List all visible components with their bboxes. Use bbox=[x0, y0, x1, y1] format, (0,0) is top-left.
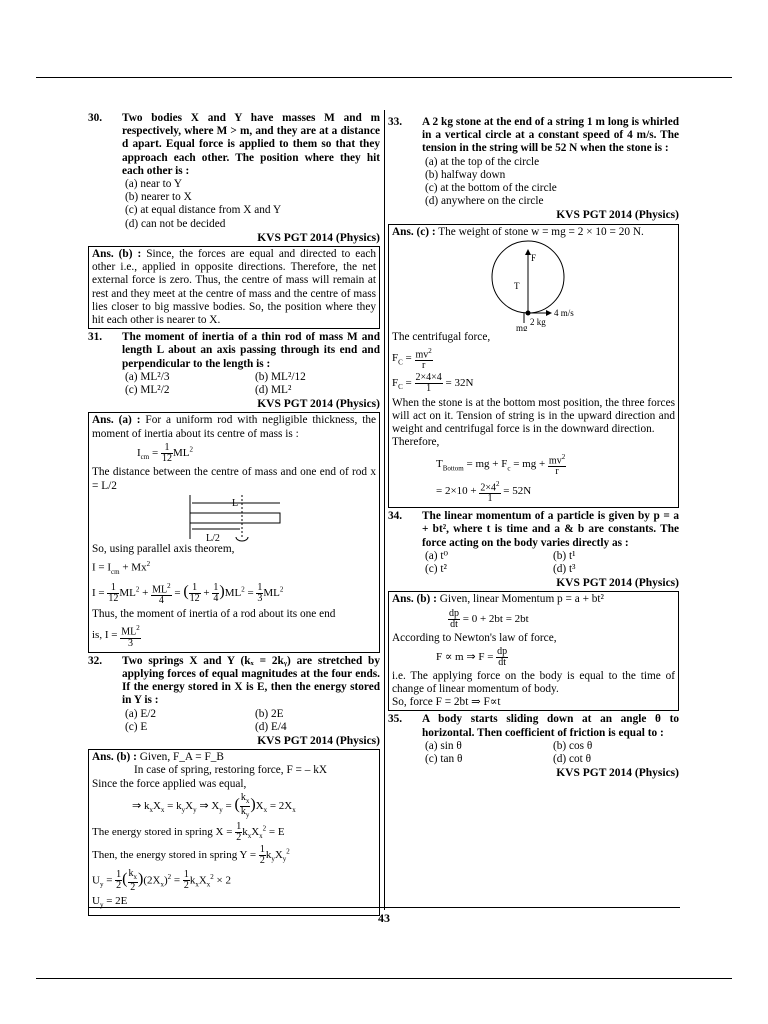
option: (d) can not be decided bbox=[125, 217, 226, 230]
answer-box-32 bbox=[88, 749, 380, 916]
answer-box-31 bbox=[88, 412, 380, 652]
question-text: Two springs X and Y (kₓ = 2kᵧ) are stretched by applying forces of equal magnitudes at the four ends. If the energy stored in X is E, then the energy stored in Y is : bbox=[122, 654, 380, 707]
source-label: KVS PGT 2014 (Physics) bbox=[257, 231, 380, 244]
equation-fc: $F_C$ = $\frac{mv^2}{r}$ bbox=[392, 347, 432, 372]
equation-newton: F ∝ m ⇒ F = $\frac{dp}{dt}$ bbox=[436, 645, 508, 668]
circle-figure bbox=[392, 239, 675, 331]
question-34 bbox=[388, 510, 679, 550]
source-label: KVS PGT 2014 (Physics) bbox=[556, 577, 679, 590]
answer-text: The weight of stone w = mg = 2 × 10 = 20 N. bbox=[438, 225, 644, 238]
question-number: 34. bbox=[388, 510, 403, 523]
top-rule bbox=[36, 77, 732, 78]
question-number: 30. bbox=[88, 112, 103, 124]
option-row: (a) ML²/3 (b) ML²/12 bbox=[125, 370, 306, 383]
answer-text: Thus, the moment of inertia of a rod about its one end bbox=[92, 608, 336, 621]
answer-label: Ans. (b) : bbox=[92, 751, 137, 764]
label-L-half: L/2 bbox=[206, 532, 220, 543]
equation-result: I = $\frac{1}{12}$ $ML^2$ + $\frac{ML^2}{4}$ = ( $\frac{1}{12}$ + $\frac{1}{4}$ )$ML^2$ = $\frac{1}{3}$ $ML^2$ bbox=[92, 581, 284, 607]
option-row: (c) ML²/2 (d) ML² bbox=[125, 384, 292, 397]
answer-box-30 bbox=[88, 246, 380, 329]
option-row: (a) sin θ (b) cos θ bbox=[425, 739, 593, 752]
question-35 bbox=[388, 713, 679, 739]
question-text: The moment of inertia of a thin rod of mass M and length L about an axis passing through its end and perpendicular to the length is : bbox=[122, 331, 380, 370]
source-label: KVS PGT 2014 (Physics) bbox=[556, 767, 679, 780]
answer-text: Given, linear Momentum p = a + bt² bbox=[439, 593, 604, 606]
option: (c) at the bottom of the circle bbox=[425, 182, 557, 195]
equation-final: is, I = $\frac{ML^2}{3}$ bbox=[92, 624, 140, 649]
question-31 bbox=[88, 331, 380, 371]
answer-label: Ans. (a) : bbox=[92, 414, 141, 427]
question-number: 33. bbox=[388, 116, 403, 128]
label-mass: 2 kg bbox=[530, 316, 546, 327]
equation-icm: $I_{cm}$ = $\frac{1}{12}$ $ML^2$ bbox=[137, 441, 193, 464]
answer-text: In case of spring, restoring force, F = – kX bbox=[134, 764, 328, 777]
bottom-rule bbox=[36, 978, 732, 979]
answer-text: So, force F = 2bt ⇒ F∝t bbox=[392, 696, 501, 709]
question-33 bbox=[388, 116, 679, 156]
answer-box-34 bbox=[388, 591, 679, 711]
option: (c) at equal distance from X and Y bbox=[125, 204, 282, 217]
option: (b) halfway down bbox=[425, 168, 506, 181]
question-30 bbox=[88, 112, 380, 178]
equation-tbottom: $T_{Bottom}$ = mg + $F_c$ = mg + $\frac{mv^2}{r}$ bbox=[436, 452, 566, 477]
source-label: KVS PGT 2014 (Physics) bbox=[556, 209, 679, 222]
option-row: (c) E (d) E/4 bbox=[125, 720, 287, 733]
option-row: (a) t⁰ (b) t¹ bbox=[425, 549, 576, 562]
question-text: Two bodies X and Y have masses M and m respectively, where M > m, and they are at a distance d apart. Equal force is applied to them so that they approach each other. The position where they hit each other is : bbox=[122, 112, 380, 177]
question-number: 32. bbox=[88, 654, 103, 667]
source-label: KVS PGT 2014 (Physics) bbox=[257, 735, 380, 748]
question-number: 35. bbox=[388, 713, 403, 726]
page-number: 43 bbox=[378, 911, 390, 925]
column-divider bbox=[384, 110, 385, 910]
answer-box-33 bbox=[388, 224, 679, 509]
question-text: A body starts sliding down at an angle θ to horizontal. Then coefficient of friction is equal to : bbox=[422, 713, 679, 739]
option-row: (a) E/2 (b) 2E bbox=[125, 707, 284, 720]
answer-text: For a uniform rod with negligible thickness, the moment of inertia about its centre of mass is : bbox=[92, 414, 376, 440]
label-L: L bbox=[232, 497, 239, 509]
equation-tbottom-value: = 2×10 + $\frac{2\times 4^2}{1}$ = 52N bbox=[436, 479, 532, 505]
question-number: 31. bbox=[88, 331, 103, 344]
option-row: (c) tan θ (d) cot θ bbox=[425, 753, 592, 766]
option-row: (c) t² (d) t³ bbox=[425, 563, 576, 576]
label-t: T bbox=[514, 280, 520, 291]
left-column bbox=[88, 112, 380, 918]
answer-text: Given, F_A = F_B bbox=[139, 751, 224, 764]
option: (d) anywhere on the circle bbox=[425, 195, 544, 208]
equation-energy-x: The energy stored in spring X = $\frac{1}{2}$ $k_xX_x^2 = E$ bbox=[92, 820, 285, 843]
answer-text: The centrifugal force, bbox=[392, 330, 491, 343]
equation-uy: $U_y$ = $\frac{1}{2}$ ( $\frac{k_x}{2}$ )$(2X_x)^2$ = $\frac{1}{2}$ $k_xX_x^2 \times 2$ bbox=[92, 867, 231, 893]
option: (a) near to Y bbox=[125, 178, 182, 191]
equation-parallel-axis: $I = I_{cm} + Mx^2$ bbox=[92, 559, 151, 576]
right-column bbox=[388, 116, 679, 781]
answer-text: Since the force applied was equal, bbox=[92, 777, 247, 790]
equation-dp-dt: $\frac{dp}{dt}$ = 0 + 2bt = 2bt bbox=[449, 607, 529, 630]
equation-spring: ⇒ $k_xX_x = k_yX_y$ ⇒ $X_y$ = ( $\frac{k_x}{k_y}$ )$X_x = 2X_x$ bbox=[132, 791, 296, 819]
answer-label: Ans. (b) : bbox=[92, 248, 142, 261]
option: (a) at the top of the circle bbox=[425, 155, 540, 168]
equation-fc-value: $F_C$ = $\frac{2\times 4\times 4}{1}$ = 32N bbox=[392, 372, 474, 395]
answer-label: Ans. (b) : bbox=[392, 593, 437, 606]
source-label: KVS PGT 2014 (Physics) bbox=[257, 398, 380, 411]
equation-energy-y: Then, the energy stored in spring Y = $\frac{1}{2}$ $k_yX_y^2$ bbox=[92, 844, 290, 867]
question-text: A 2 kg stone at the end of a string 1 m long is whirled in a vertical circle at a constant speed of 4 m/s. The tension in the string will be 52 N when the stone is : bbox=[422, 116, 679, 155]
answer-text: Since, the forces are equal and directed to each other i.e., applied in opposite directions. Therefore, the net external force is zero. Thus, the centre of mass will remain at rest and they meet at the centre of mass and the centre of mass lies closer to big massive bodies. So, the position where they hit each other is nearer to X. bbox=[92, 248, 376, 327]
answer-text: i.e. The applying force on the body is equal to the time of change of linear momentum of body. bbox=[392, 669, 675, 696]
option: (b) nearer to X bbox=[125, 191, 192, 204]
label-speed: 4 m/s bbox=[554, 307, 574, 318]
answer-text: When the stone is at the bottom most position, the three forces will act on it. Tension of string is in the upward direction and weight and centrifugal force is in the downward direction. bbox=[392, 396, 675, 436]
answer-text: Therefore, bbox=[392, 436, 440, 449]
answer-text: According to Newton's law of force, bbox=[392, 631, 557, 644]
rod-figure bbox=[92, 493, 376, 543]
vertical-circle-diagram bbox=[392, 239, 677, 331]
answer-label: Ans. (c) : bbox=[392, 225, 436, 238]
answer-text: The distance between the centre of mass and one end of rod x = L/2 bbox=[92, 466, 376, 492]
question-text: The linear momentum of a particle is given by p = a + bt², where t is time and a & b are constants. The force acting on the body varies directly as : bbox=[422, 510, 679, 549]
label-mg: mg bbox=[516, 322, 528, 331]
equation-uy-final: $U_y = 2E$ bbox=[92, 894, 128, 909]
question-32 bbox=[88, 655, 380, 708]
rod-diagram bbox=[92, 493, 384, 543]
answer-text: So, using parallel axis theorem, bbox=[92, 542, 235, 555]
label-fc: F bbox=[531, 252, 537, 263]
